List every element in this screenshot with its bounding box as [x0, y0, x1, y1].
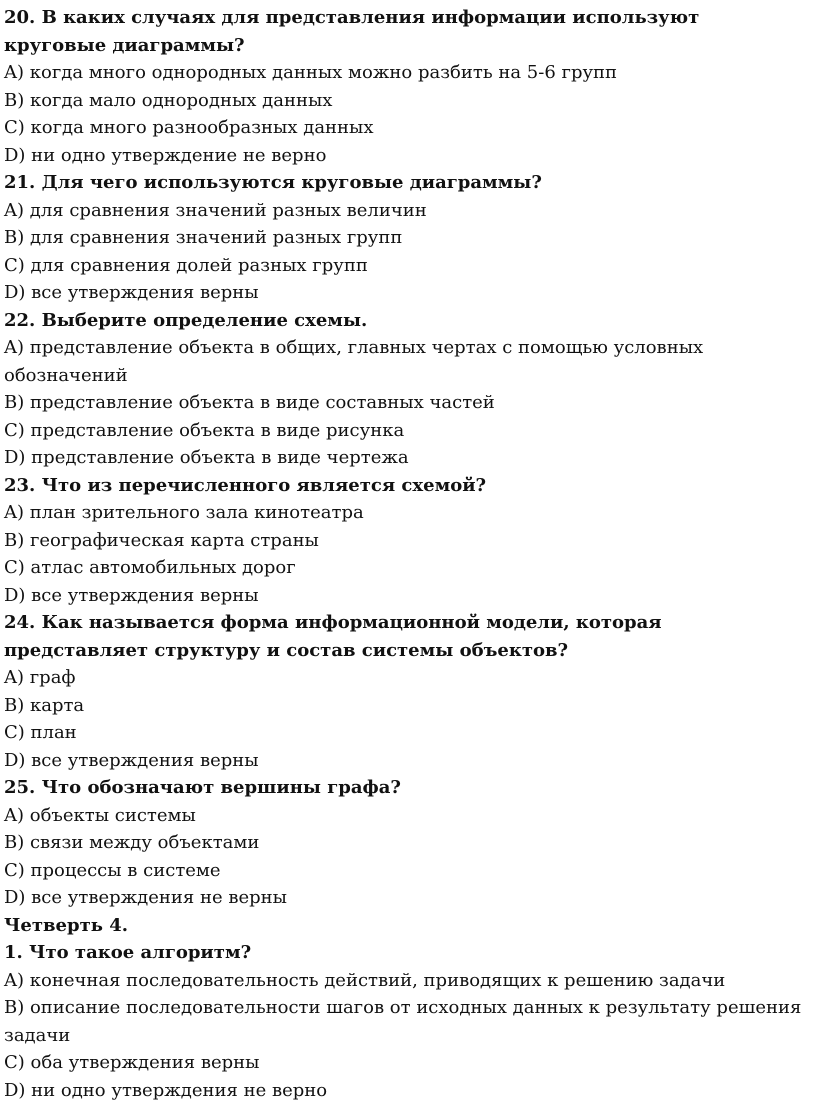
- answer-20-d: D) ни одно утверждение не верно: [4, 144, 327, 166]
- answer-23-c: C) атлас автомобильных дорог: [4, 557, 296, 578]
- question-20: 20. В каких случаях для представления информации используют круговые диаграммы?: [4, 7, 700, 56]
- answer-25-b: B) связи между объектами: [4, 832, 260, 853]
- answer-25-d: D) все утверждения не верны: [4, 887, 287, 908]
- answer-21-a: A) для сравнения значений разных величин: [4, 199, 427, 221]
- answer-22-d: D) представление объекта в виде чертежа: [4, 447, 409, 468]
- answer-20-b: B) когда мало однородных данных: [4, 89, 333, 111]
- question-24: 24. Как называется форма информационной модели, которая представляет структуру и состав системы объектов?: [4, 612, 662, 661]
- answer-20-a: A) когда много однородных данных можно разбить на 5-6 групп: [4, 62, 618, 83]
- answer-22-c: C) представление объекта в виде рисунка: [4, 419, 405, 441]
- answer-23-a: A) план зрительного зала кинотеатра: [4, 502, 364, 523]
- answer-23-d: D) все утверждения верны: [4, 584, 259, 606]
- answer-22-b: B) представление объекта в виде составных частей: [4, 392, 495, 413]
- answer-1-d: D) ни одно утверждения не верно: [4, 1079, 328, 1101]
- answer-24-d: D) все утверждения верны: [4, 749, 259, 771]
- answer-24-b: B) карта: [4, 694, 85, 716]
- answer-1-c: C) оба утверждения верны: [4, 1052, 260, 1073]
- answer-1-b: B) описание последовательности шагов от исходных данных к результату решения задачи: [4, 997, 802, 1046]
- answer-25-a: A) объекты системы: [4, 804, 196, 826]
- answer-25-c: C) процессы в системе: [4, 859, 221, 881]
- answer-22-a: A) представление объекта в общих, главных чертах с помощью условных обозначений: [4, 337, 704, 386]
- question-25: 25. Что обозначают вершины графа?: [4, 777, 401, 798]
- answer-23-b: B) географическая карта страны: [4, 529, 319, 551]
- answer-1-a: A) конечная последовательность действий, приводящих к решению задачи: [4, 969, 726, 991]
- question-1: 1. Что такое алгоритм?: [4, 942, 252, 963]
- answer-20-c: C) когда много разнообразных данных: [4, 117, 374, 138]
- question-21: 21. Для чего используются круговые диаграммы?: [4, 172, 542, 193]
- answer-24-c: C) план: [4, 722, 77, 743]
- answer-21-c: C) для сравнения долей разных групп: [4, 254, 368, 276]
- document-page: [4, 4, 804, 1104]
- question-23: 23. Что из перечисленного является схемой?: [4, 474, 487, 496]
- section-heading-quarter-4: Четверть 4.: [4, 914, 129, 936]
- answer-21-b: B) для сравнения значений разных групп: [4, 227, 403, 248]
- answer-21-d: D) все утверждения верны: [4, 282, 259, 303]
- answer-24-a: A) граф: [4, 667, 76, 688]
- question-22: 22. Выберите определение схемы.: [4, 309, 368, 331]
